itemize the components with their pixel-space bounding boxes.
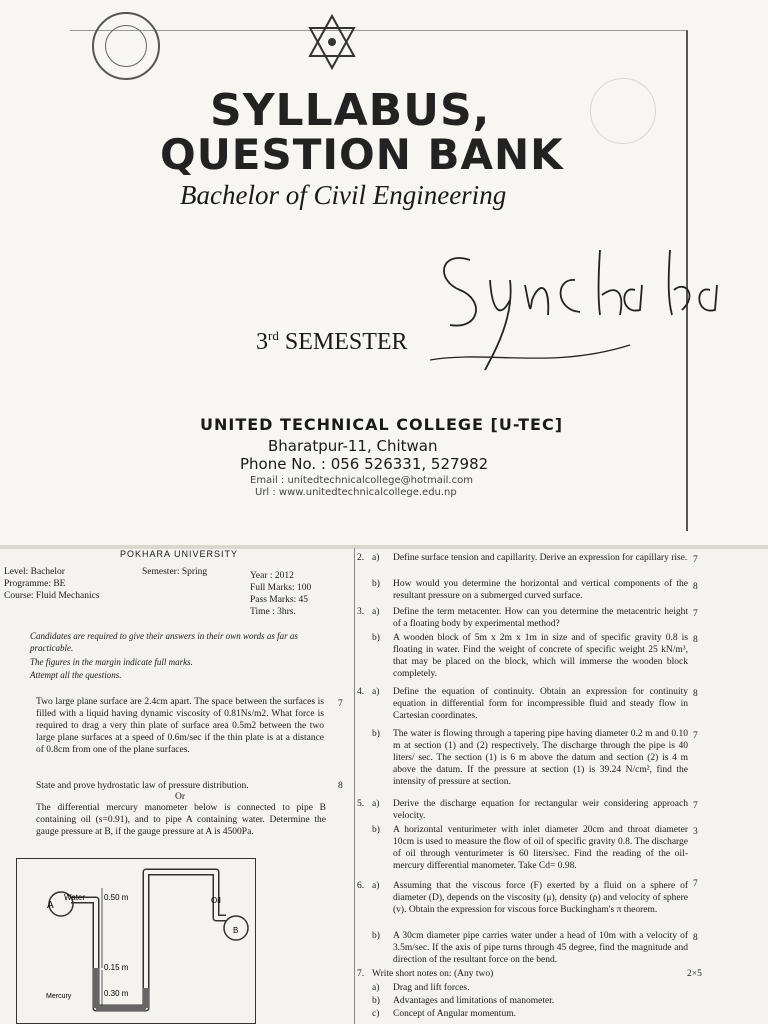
exam-pass-marks: Pass Marks: 45 (250, 595, 309, 605)
college-stamp (92, 12, 160, 80)
college-email: Email : unitedtechnicalcollege@hotmail.com (250, 475, 473, 486)
q5-number: 5. (357, 799, 365, 809)
q5b-marks: 3 (693, 827, 698, 837)
exam-left-column (0, 548, 355, 1024)
question-1a: Two large plane surface are 2.4cm apart. The space between the surfaces is filled with a liquid having dynamic viscosity of 0.81Ns/m2. What force is required to drag a very thin plate of surface area 0.5m2 between the two large plane surfaces at a speed of 0.6m/sec if the thin plate is at a distance of 0.8cm from one of the plane surfaces. (36, 697, 324, 755)
point-b-label: B (233, 926, 239, 935)
q3a-marks: 7 (693, 609, 698, 619)
q4a-label: a) (372, 687, 380, 697)
q7-text: Write short notes on: (Any two) (372, 969, 494, 979)
instruction-3: Attempt all the questions. (30, 670, 122, 680)
exam-level: Level: Bachelor (4, 567, 65, 577)
q3-number: 3. (357, 607, 365, 617)
college-phone: Phone No. : 056 526331, 527982 (240, 455, 489, 473)
q7b-label: b) (372, 996, 380, 1006)
q4a-marks: 8 (693, 689, 698, 699)
stamp-inner-ring (105, 25, 147, 67)
point-a-label: A (47, 900, 54, 911)
college-name: UNITED TECHNICAL COLLEGE [U-TEC] (200, 415, 564, 434)
q3a-label: a) (372, 607, 380, 617)
cover-title-line2: QUESTION BANK (160, 130, 564, 179)
exam-year: Year : 2012 (250, 571, 294, 581)
q6b-label: b) (372, 931, 380, 941)
q6a-label: a) (372, 881, 380, 891)
q4b-marks: 7 (693, 731, 698, 741)
semester-word: SEMESTER (284, 329, 408, 355)
q5a-label: a) (372, 799, 380, 809)
water-label: Water (64, 893, 86, 902)
q2b-label: b) (372, 579, 380, 589)
q2b-text: How would you determine the horizontal and vertical components of the resultant pressure on a submerged curved surface. (393, 579, 688, 601)
height-050-label: 0.50 m (104, 893, 129, 902)
q6-number: 6. (357, 881, 365, 891)
q5a-text: Derive the discharge equation for rectangular weir considering approach velocity. (393, 799, 688, 821)
q2a-text: Define surface tension and capillarity. Derive an expression for capillary rise. (393, 553, 688, 563)
exam-full-marks: Full Marks: 100 (250, 583, 312, 593)
q4-number: 4. (357, 687, 365, 697)
q6b-marks: 8 (693, 933, 698, 943)
manometer-diagram (16, 858, 256, 1024)
mercury-label: Mercury (46, 993, 72, 1000)
q6a-text: Assuming that the viscous force (F) exerted by a fluid on a sphere of diameter (D), depends on the viscosity (μ), density (ρ) and velocity of sphere (v). Obtain the expression for viscous force Buckingham's π theorem. (393, 881, 688, 915)
exam-time: Time : 3hrs. (250, 607, 296, 617)
q7b-text: Advantages and limitations of manometer. (393, 996, 555, 1006)
exam-semester: Semester: Spring (142, 567, 208, 577)
semester-suffix: rd (268, 328, 279, 343)
q2a-label: a) (372, 553, 380, 563)
q3b-text: A wooden block of 5m x 2m x 1m in size and of specific gravity 0.8 is floating in water. Find the weight of concrete of specific weight 25 kN/m³, that may be placed on the block, which will immerse the wooden block completely. (393, 633, 688, 679)
exam-programme: Programme: BE (4, 579, 66, 589)
exam-right-column (355, 548, 768, 1024)
q6b-text: A 30cm diameter pipe carries water under a head of 10m with a velocity of 3.5m/sec. If the axis of pipe turns through 45 degree, find the magnitude and direction of the resultant force on the bend. (393, 931, 688, 965)
q7-marks: 2×5 (687, 969, 702, 979)
q2a-marks: 7 (693, 555, 698, 565)
instruction-2: The figures in the margin indicate full marks. (30, 657, 193, 667)
q5b-label: b) (372, 825, 380, 835)
star-emblem-icon (302, 12, 362, 72)
oil-label: Oil (211, 896, 221, 905)
q5b-text: A horizontal venturimeter with inlet diameter 20cm and throat diameter 10cm is used to measure the flow of oil of specific gravity 0.8. The discharge of oil through venturimeter is 60 liters/sec. Find the reading of the oil-mercury differential manometer. Take Cd= 0.98. (393, 825, 688, 871)
university-name: POKHARA UNIVERSITY (120, 549, 239, 559)
q4b-text: The water is flowing through a tapering pipe having diameter 0.2 m and 0.10 m at section (1) and (2) respectively. The discharge through the pipe is 40 liters/ sec. The section (1) is 6 m above the datum and section (2) is 4 m above the datum. If the pressure at section (1) is 39.24 N/cm², find the intensity of pressure at section. (393, 729, 688, 787)
question-1b: State and prove hydrostatic law of pressure distribution. (36, 781, 249, 791)
or-label: Or (175, 792, 186, 802)
semester-heading (256, 328, 408, 356)
q5a-marks: 7 (693, 801, 698, 811)
height-030-label: 0.30 m (104, 989, 129, 998)
q2b-marks: 8 (693, 582, 698, 592)
handwritten-signature (430, 240, 760, 380)
cover-title-line1: SYLLABUS, (210, 85, 491, 136)
q2-number: 2. (357, 553, 365, 563)
college-url: Url : www.unitedtechnicalcollege.edu.np (255, 487, 457, 498)
q7c-label: c) (372, 1009, 380, 1019)
semester-number: 3 (256, 329, 268, 355)
question-1b-marks: 8 (338, 781, 343, 791)
faded-stamp (590, 78, 656, 144)
q3a-text: Define the term metacenter. How can you determine the metacentric height of a floating body by experimental method? (393, 607, 688, 629)
q7a-label: a) (372, 983, 380, 993)
question-1a-marks: 7 (338, 699, 343, 709)
q3b-marks: 8 (693, 635, 698, 645)
q7-number: 7. (357, 969, 365, 979)
q4a-text: Define the equation of continuity. Obtain an expression for continuity equation in differential form for incompressible fluid and steady flow in Cartesian coordinates. (393, 687, 688, 721)
instruction-1: Candidates are required to give their answers in their own words as far as practicable. (30, 631, 298, 653)
q7c-text: Concept of Angular momentum. (393, 1009, 516, 1019)
question-1c: The differential mercury manometer below is connected to pipe B containing oil (s=0.91), and to pipe A containing water. Determine the gauge pressure at B, if the gauge pressure at A is 4500Pa. (36, 803, 326, 837)
height-015-label: 0.15 m (104, 963, 129, 972)
exam-course: Course: Fluid Mechanics (4, 591, 100, 601)
college-address: Bharatpur-11, Chitwan (268, 437, 438, 455)
cover-subtitle: Bachelor of Civil Engineering (180, 180, 507, 210)
q6a-marks: 7 (693, 879, 698, 889)
q3b-label: b) (372, 633, 380, 643)
q4b-label: b) (372, 729, 380, 739)
q7a-text: Drag and lift forces. (393, 983, 470, 993)
